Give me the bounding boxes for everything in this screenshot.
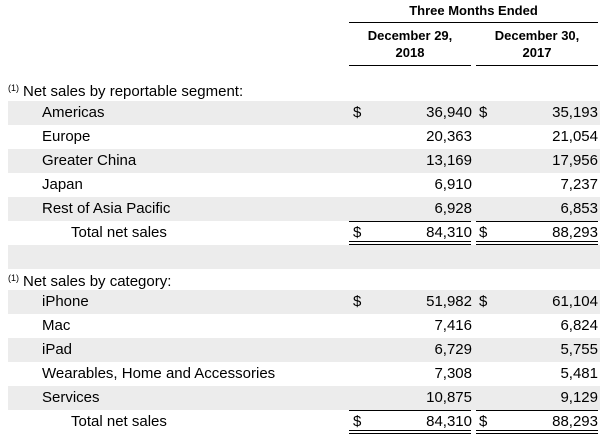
value-2017: 6,824 — [560, 317, 598, 334]
table-row — [8, 101, 600, 125]
table-row — [8, 149, 600, 173]
row-label: Americas — [42, 104, 105, 121]
row-label: iPad — [42, 341, 73, 358]
table-row — [8, 173, 600, 197]
value-2017: 35,193 — [552, 104, 598, 121]
underline — [349, 221, 471, 222]
underline — [476, 410, 598, 411]
row-label: Services — [42, 389, 100, 406]
currency-symbol: $ — [353, 104, 362, 121]
total-2017: 88,293 — [552, 224, 598, 241]
total-label: Total net sales — [71, 413, 167, 430]
underline — [476, 221, 598, 222]
value-2017: 5,481 — [560, 365, 598, 382]
row-label: Japan — [42, 176, 83, 193]
value-2017: 7,237 — [560, 176, 598, 193]
total-row — [8, 410, 600, 434]
value-2017: 5,755 — [560, 341, 598, 358]
row-label: Rest of Asia Pacific — [42, 200, 171, 217]
category-section-title — [8, 268, 171, 292]
header-group: Three Months Ended — [349, 0, 598, 23]
underline — [349, 410, 471, 411]
value-2018: 6,928 — [434, 200, 472, 217]
value-2018: 10,875 — [426, 389, 472, 406]
header-col-1-text: December 29, 2018 — [367, 28, 453, 60]
currency-symbol: $ — [479, 104, 488, 121]
table-row — [8, 125, 600, 149]
value-2017: 17,956 — [552, 152, 598, 169]
value-2017: 21,054 — [552, 128, 598, 145]
table-row — [8, 290, 600, 314]
currency-symbol: $ — [479, 224, 488, 241]
total-label: Total net sales — [71, 224, 167, 241]
segment-footnote-marker: (1) — [8, 83, 19, 93]
total-row — [8, 221, 600, 245]
value-2017: 61,104 — [552, 293, 598, 310]
currency-symbol: $ — [479, 293, 488, 310]
value-2018: 13,169 — [426, 152, 472, 169]
currency-symbol: $ — [353, 413, 362, 430]
table-row — [8, 362, 600, 386]
spacer-row — [8, 245, 600, 269]
header-col-2-text: December 30, 2017 — [494, 28, 580, 60]
currency-symbol: $ — [353, 293, 362, 310]
header-col-2 — [476, 27, 598, 66]
header-col-1 — [349, 27, 471, 66]
total-2018: 84,310 — [426, 413, 472, 430]
value-2018: 51,982 — [426, 293, 472, 310]
row-label: iPhone — [42, 293, 89, 310]
value-2018: 6,729 — [434, 341, 472, 358]
value-2018: 36,940 — [426, 104, 472, 121]
total-2018: 84,310 — [426, 224, 472, 241]
row-label: Greater China — [42, 152, 137, 169]
value-2018: 20,363 — [426, 128, 472, 145]
value-2018: 6,910 — [434, 176, 472, 193]
segment-section-title — [8, 78, 243, 102]
row-label: Wearables, Home and Accessories — [42, 365, 276, 382]
currency-symbol: $ — [353, 224, 362, 241]
category-footnote-marker: (1) — [8, 273, 19, 283]
value-2018: 7,416 — [434, 317, 472, 334]
row-label: Europe — [42, 128, 91, 145]
double-underline — [349, 430, 471, 434]
table-row — [8, 338, 600, 362]
value-2018: 7,308 — [434, 365, 472, 382]
currency-symbol: $ — [479, 413, 488, 430]
category-title-text: Net sales by category: — [23, 273, 172, 290]
total-2017: 88,293 — [552, 413, 598, 430]
value-2017: 9,129 — [560, 389, 598, 406]
segment-title-text: Net sales by reportable segment: — [23, 83, 244, 100]
value-2017: 6,853 — [560, 200, 598, 217]
double-underline — [476, 430, 598, 434]
table-row — [8, 197, 600, 221]
table-row — [8, 386, 600, 410]
row-label: Mac — [42, 317, 71, 334]
table-row — [8, 314, 600, 338]
